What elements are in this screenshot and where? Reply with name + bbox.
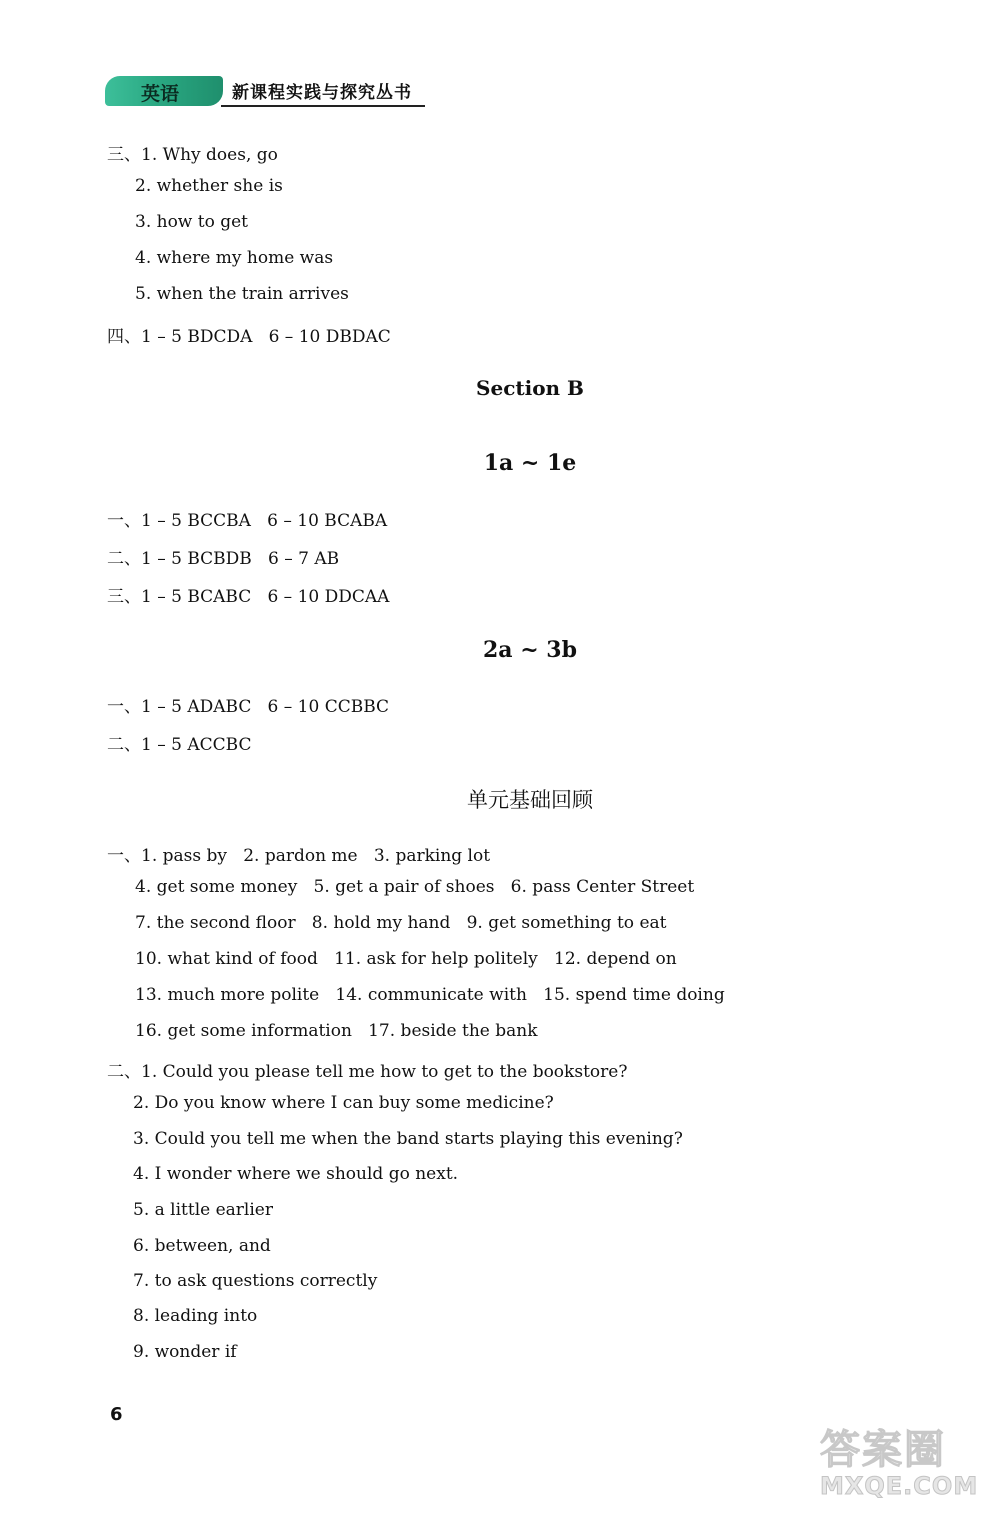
answer-line: 3. how to get: [135, 212, 249, 232]
answer-line: 三、1. Why does, go: [107, 145, 278, 165]
answer-line: 9. wonder if: [133, 1342, 237, 1362]
answer-line: 4. get some money 5. get a pair of shoes 6. pass Center Street: [135, 877, 695, 897]
watermark-logo: [820, 1418, 990, 1508]
answer-line: 4. I wonder where we should go next.: [133, 1164, 459, 1184]
answer-line: 三、1 – 5 BCABC 6 – 10 DDCAA: [107, 587, 390, 607]
answer-line: 13. much more polite 14. communicate with 15. spend time doing: [135, 985, 725, 1005]
watermark-text: 答案圈: [820, 1427, 946, 1473]
book-header: [105, 74, 425, 110]
answer-line: 6. between, and: [133, 1236, 271, 1256]
answer-line: 16. get some information 17. beside the bank: [135, 1021, 538, 1041]
answer-line: 二、1. Could you please tell me how to get to the bookstore?: [107, 1062, 628, 1082]
answer-line: 10. what kind of food 11. ask for help politely 12. depend on: [135, 949, 677, 969]
subsection-heading: 2a ~ 3b: [482, 637, 577, 663]
answer-line: 7. to ask questions correctly: [133, 1271, 378, 1291]
answer-line: 一、1. pass by 2. pardon me 3. parking lot: [107, 846, 491, 866]
answer-line: 5. when the train arrives: [135, 284, 349, 304]
answer-line: 3. Could you tell me when the band starts playing this evening?: [133, 1129, 683, 1149]
answer-line: 5. a little earlier: [133, 1200, 273, 1220]
answer-line: 7. the second floor 8. hold my hand 9. get something to eat: [135, 913, 667, 933]
answer-line: 8. leading into: [133, 1306, 258, 1326]
review-heading: 单元基础回顾: [467, 788, 593, 812]
series-title: 新课程实践与探究丛书: [232, 83, 412, 103]
answer-line: 一、1 – 5 ADABC 6 – 10 CCBBC: [107, 697, 390, 717]
answer-line: 2. Do you know where I can buy some medicine?: [133, 1093, 554, 1113]
subject-label: 英语: [141, 83, 180, 105]
answer-line: 二、1 – 5 BCBDB 6 – 7 AB: [107, 549, 340, 569]
answer-line: 二、1 – 5 ACCBC: [107, 735, 252, 755]
answer-line: 2. whether she is: [135, 176, 283, 196]
section-heading: Section B: [476, 376, 584, 400]
page-number: 6: [110, 1404, 123, 1425]
answer-line: 4. where my home was: [135, 248, 334, 268]
subsection-heading: 1a ~ 1e: [483, 450, 577, 476]
header-divider: [221, 105, 425, 107]
watermark-url: MXQE.COM: [820, 1472, 979, 1500]
subject-badge: [105, 76, 223, 106]
answer-line: 四、1 – 5 BDCDA 6 – 10 DBDAC: [107, 327, 391, 347]
answer-line: 一、1 – 5 BCCBA 6 – 10 BCABA: [107, 511, 388, 531]
